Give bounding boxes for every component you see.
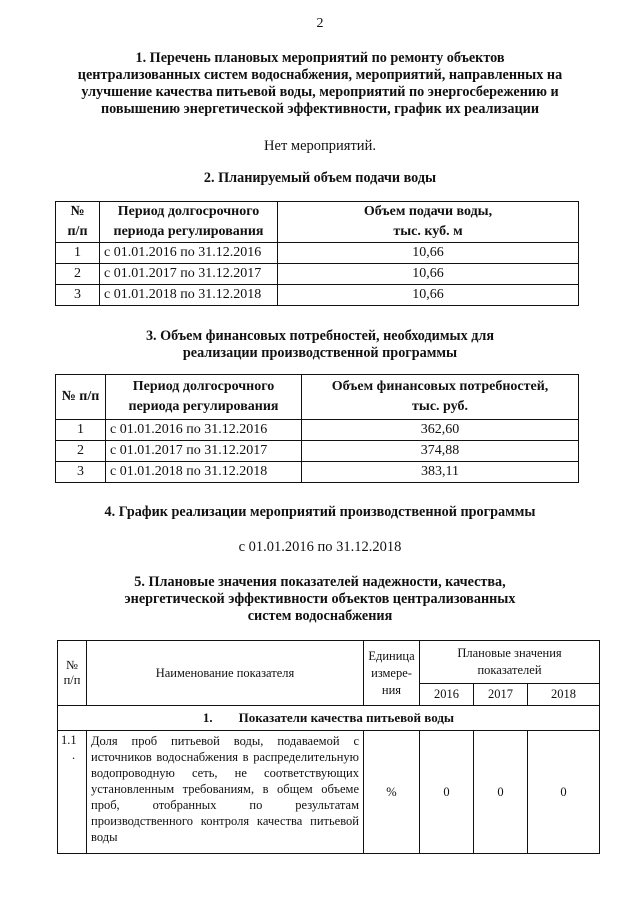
- header-num: [58, 641, 87, 706]
- section1-note: Нет мероприятий.: [264, 138, 376, 154]
- table-row: [56, 285, 579, 306]
- group-row: [58, 706, 600, 731]
- header-finance: [302, 375, 579, 420]
- section1-title-line: централизованных систем водоснабжения, мероприятий, направленных на: [77, 67, 563, 83]
- section2-title: 2. Планируемый объем подачи воды: [203, 170, 437, 186]
- table-row: [58, 731, 600, 854]
- section5-title-line: систем водоснабжения: [247, 608, 393, 624]
- header-text: Объем подачи воды,: [363, 204, 493, 219]
- header-plan: [420, 641, 600, 684]
- page-number: 2: [316, 16, 324, 31]
- table-row: [56, 243, 579, 264]
- indicators-table: [57, 640, 600, 854]
- header-text: Плановые значения: [457, 646, 562, 660]
- header-period: [100, 202, 278, 243]
- header-text: п/п: [67, 224, 88, 239]
- header-num: [56, 202, 100, 243]
- table-header-row: [56, 202, 579, 243]
- header-volume: [278, 202, 579, 243]
- header-text: Единица: [368, 648, 415, 663]
- header-text: тыс. куб. м: [393, 224, 463, 239]
- row-name: Доля проб питьевой воды, подаваемой с источников водоснабжения в распределительную водопроводную сеть, не соответствующих установленным требованиям, в общем объеме проб, отобранных по результатам производственного контроля качества питьевой воды: [87, 731, 364, 854]
- section1-title-line: 1. Перечень плановых мероприятий по ремонту объектов: [135, 50, 505, 66]
- section5-title-line: энергетической эффективности объектов централизованных: [124, 591, 516, 607]
- row-unit: %: [364, 731, 420, 854]
- water-volume-table: [55, 201, 579, 306]
- finance-table: [55, 374, 579, 483]
- row-period: с 01.01.2017 по 31.12.2017: [106, 441, 302, 462]
- row-num-suffix: .: [71, 748, 76, 762]
- row-value: 374,88: [302, 441, 579, 462]
- row-num: 2: [56, 441, 106, 462]
- section4-period: с 01.01.2016 по 31.12.2018: [238, 539, 402, 555]
- header-name: Наименование показателя: [87, 641, 364, 706]
- section3-title-line: реализации производственной программы: [182, 345, 458, 361]
- header-text: периода регулирования: [128, 399, 279, 414]
- row-period: с 01.01.2017 по 31.12.2017: [100, 264, 278, 285]
- header-num: № п/п: [56, 375, 106, 420]
- header-period: [106, 375, 302, 420]
- row-value-2017: 0: [474, 731, 528, 854]
- row-value: 10,66: [278, 264, 579, 285]
- row-num-text: 1.1: [61, 733, 77, 747]
- row-period: с 01.01.2018 по 31.12.2018: [106, 462, 302, 483]
- header-text: №: [70, 204, 85, 219]
- section3-title: [0, 328, 640, 362]
- header-year: 2017: [474, 684, 528, 706]
- row-period: с 01.01.2016 по 31.12.2016: [100, 243, 278, 264]
- row-value: 362,60: [302, 420, 579, 441]
- header-text: Объем финансовых потребностей,: [331, 379, 549, 394]
- header-year: 2016: [420, 684, 474, 706]
- table-row: [56, 441, 579, 462]
- row-num: 1: [56, 243, 100, 264]
- section5-title-line: 5. Плановые значения показателей надежности, качества,: [134, 574, 506, 590]
- group-title: 1. Показатели качества питьевой воды: [58, 706, 600, 731]
- row-num: [58, 731, 87, 854]
- section1-title-line: повышению энергетической эффективности, график их реализации: [101, 101, 539, 117]
- table-row: [56, 264, 579, 285]
- row-value: 10,66: [278, 243, 579, 264]
- header-text: измере-: [371, 665, 412, 680]
- section5-title: [0, 574, 640, 625]
- header-text: Период долгосрочного: [117, 204, 260, 219]
- section1-title: [0, 50, 640, 118]
- row-period: с 01.01.2016 по 31.12.2016: [106, 420, 302, 441]
- header-text: №: [66, 658, 78, 672]
- row-num: 2: [56, 264, 100, 285]
- row-num: 1: [56, 420, 106, 441]
- section3-title-line: 3. Объем финансовых потребностей, необходимых для: [145, 328, 495, 344]
- section1-title-line: улучшение качества питьевой воды, мероприятий по энергосбережению и: [81, 84, 559, 100]
- header-text: тыс. руб.: [412, 399, 468, 414]
- header-text: п/п: [63, 673, 81, 687]
- table-row: [56, 420, 579, 441]
- header-unit: [364, 641, 420, 706]
- header-text: ния: [381, 682, 402, 697]
- row-value-2018: 0: [528, 731, 600, 854]
- row-value: 383,11: [302, 462, 579, 483]
- header-text: Период долгосрочного: [132, 379, 275, 394]
- table-header-row: [58, 641, 600, 684]
- row-period: с 01.01.2018 по 31.12.2018: [100, 285, 278, 306]
- table-row: [56, 462, 579, 483]
- header-text: периода регулирования: [113, 224, 264, 239]
- row-value-2016: 0: [420, 731, 474, 854]
- table-header-row: [56, 375, 579, 420]
- row-num: 3: [56, 462, 106, 483]
- header-year: 2018: [528, 684, 600, 706]
- row-num: 3: [56, 285, 100, 306]
- row-value: 10,66: [278, 285, 579, 306]
- section4-title: 4. График реализации мероприятий производственной программы: [104, 504, 536, 520]
- header-text: показателей: [477, 663, 542, 677]
